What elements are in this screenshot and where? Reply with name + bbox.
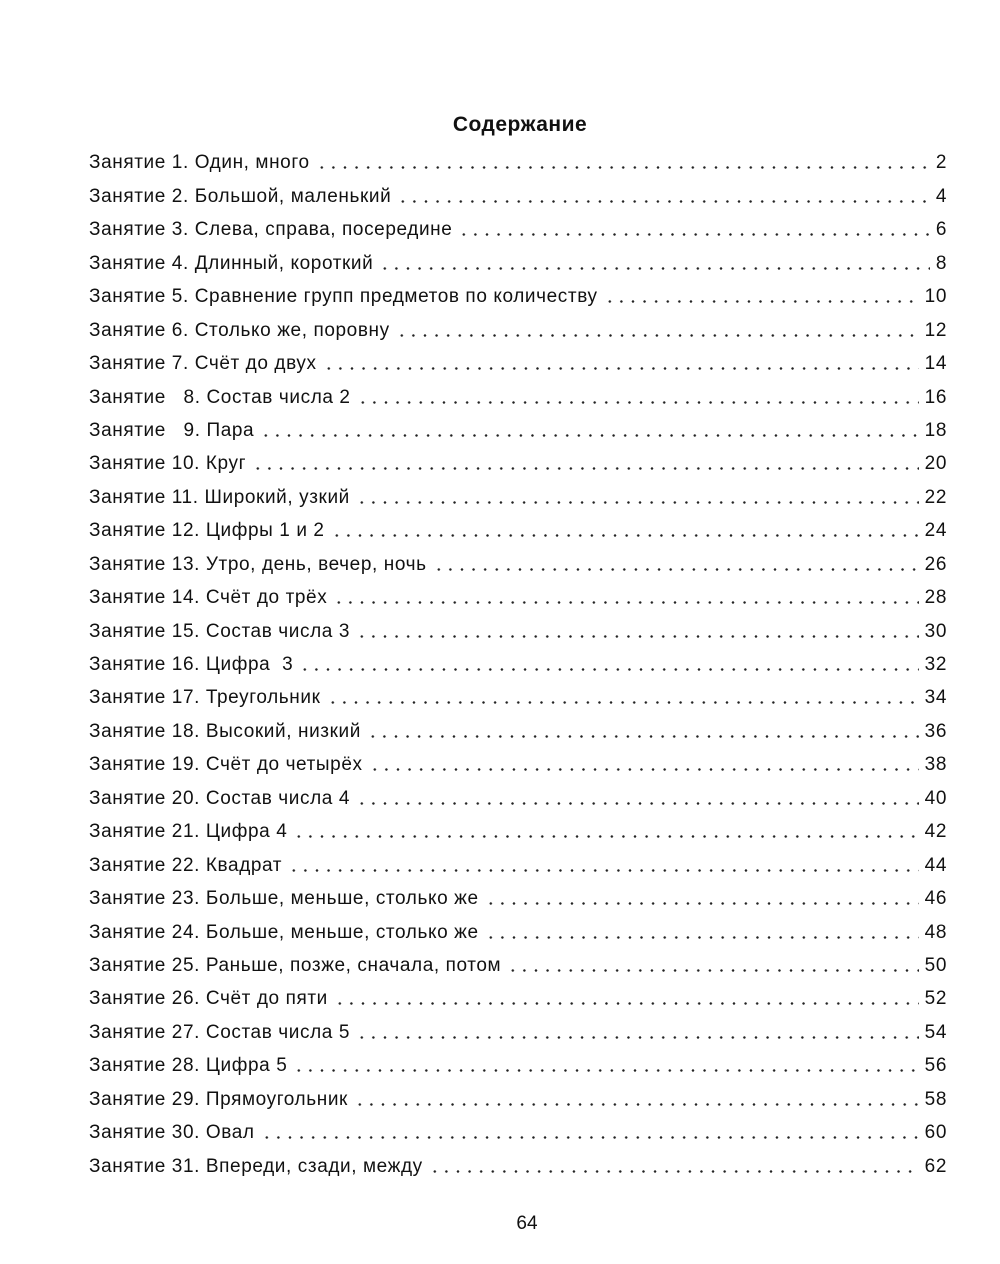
toc-entry-label: Занятие 7. Счёт до двух (89, 353, 317, 375)
toc-entry-page: 38 (924, 754, 947, 776)
toc-entry (89, 279, 947, 312)
toc-entry-page: 62 (924, 1155, 947, 1177)
dot-leader (293, 835, 918, 838)
toc-entry-page: 22 (924, 486, 947, 508)
toc-entry (89, 981, 947, 1014)
toc-entry-label: Занятие 5. Сравнение групп предметов по количеству (89, 286, 598, 308)
toc-entry (89, 1148, 947, 1181)
dot-leader (507, 969, 918, 972)
toc-entry (89, 948, 947, 981)
toc-entry (89, 647, 947, 680)
dot-leader (485, 936, 919, 939)
toc-entry-label: Занятие 1. Один, много (89, 152, 310, 174)
toc-entry-page: 6 (935, 219, 947, 241)
toc-entry (89, 1048, 947, 1081)
toc-entry (89, 212, 947, 245)
page-title: Содержание (452, 113, 588, 136)
toc-entry (89, 580, 947, 613)
toc-entry (89, 1115, 947, 1148)
dot-leader (354, 1103, 919, 1106)
toc-entry-page: 4 (935, 185, 947, 207)
dot-leader (316, 166, 930, 169)
toc-entry-label: Занятие 24. Больше, меньше, столько же (89, 921, 479, 943)
dot-leader (293, 1069, 918, 1072)
dot-leader (379, 267, 929, 270)
dot-leader (458, 233, 929, 236)
toc-entry-label: Занятие 21. Цифра 4 (89, 821, 288, 843)
toc-entry-page: 2 (935, 152, 947, 174)
toc-entry-label: Занятие 6. Столько же, поровну (89, 319, 390, 341)
dot-leader (261, 1136, 919, 1139)
toc-entry-label: Занятие 16. Цифра 3 (89, 654, 294, 675)
toc-entry (89, 1081, 947, 1114)
toc-entry (89, 847, 947, 880)
toc-entry-label: Занятие 15. Состав числа 3 (89, 620, 351, 642)
toc-entry (89, 479, 947, 512)
toc-entry-page: 42 (924, 821, 947, 843)
toc-entry-page: 28 (924, 587, 947, 609)
table-of-contents (89, 145, 947, 1182)
toc-entry (89, 713, 947, 746)
toc-entry-label: Занятие 4. Длинный, короткий (89, 252, 374, 274)
dot-leader (433, 568, 919, 571)
toc-entry-page: 54 (924, 1021, 947, 1043)
toc-entry (89, 178, 947, 211)
toc-entry (89, 747, 947, 780)
toc-entry-page: 46 (924, 888, 947, 910)
toc-entry-label: Занятие 12. Цифры 1 и 2 (89, 520, 325, 542)
dot-leader (356, 1036, 919, 1039)
dot-leader (356, 635, 919, 638)
page-number: 64 (516, 1213, 538, 1234)
toc-entry (89, 814, 947, 847)
dot-leader (356, 501, 919, 504)
toc-entry-label: Занятие 2. Большой, маленький (89, 185, 392, 207)
dot-leader (333, 601, 918, 604)
toc-entry-label: Занятие 10. Круг (89, 453, 247, 475)
toc-entry-page: 56 (924, 1055, 947, 1077)
toc-entry-label: Занятие 23. Больше, меньше, столько же (89, 888, 479, 910)
toc-entry (89, 245, 947, 278)
toc-entry (89, 680, 947, 713)
toc-entry-page: 16 (924, 386, 947, 408)
toc-entry-label: Занятие 8. Состав числа 2 (89, 386, 351, 408)
dot-leader (327, 701, 919, 704)
toc-entry (89, 513, 947, 546)
toc-entry-label: Занятие 25. Раньше, позже, сначала, потом (89, 954, 502, 976)
dot-leader (367, 735, 919, 738)
toc-entry (89, 914, 947, 947)
toc-entry-page: 50 (924, 954, 947, 976)
toc-entry-label: Занятие 27. Состав числа 5 (89, 1021, 351, 1043)
toc-entry (89, 379, 947, 412)
dot-leader (397, 200, 930, 203)
dot-leader (396, 334, 919, 337)
toc-entry (89, 780, 947, 813)
toc-entry-page: 24 (924, 520, 947, 542)
toc-entry-page: 30 (924, 620, 947, 642)
dot-leader (485, 902, 919, 905)
toc-entry-page: 36 (924, 720, 947, 742)
toc-entry-label: Занятие 11. Широкий, узкий (89, 486, 350, 508)
dot-leader (357, 401, 919, 404)
toc-entry-page: 48 (924, 921, 947, 943)
toc-entry (89, 145, 947, 178)
toc-entry-label: Занятие 28. Цифра 5 (89, 1055, 288, 1077)
toc-entry-label: Занятие 20. Состав числа 4 (89, 787, 351, 809)
toc-entry-label: Занятие 31. Впереди, сзади, между (89, 1155, 423, 1177)
toc-entry-page: 20 (924, 453, 947, 475)
toc-entry-label: Занятие 14. Счёт до трёх (89, 587, 328, 609)
toc-entry-label: Занятие 22. Квадрат (89, 854, 283, 876)
toc-entry-label: Занятие 17. Треугольник (89, 687, 321, 709)
dot-leader (323, 367, 919, 370)
toc-entry-label: Занятие 30. Овал (89, 1122, 255, 1144)
toc-entry-page: 58 (924, 1088, 947, 1110)
toc-entry (89, 1014, 947, 1047)
toc-entry-label: Занятие 9. Пара (89, 419, 255, 441)
toc-entry (89, 413, 947, 446)
toc-entry (89, 312, 947, 345)
toc-entry-label: Занятие 29. Прямоугольник (89, 1088, 348, 1110)
dot-leader (356, 802, 919, 805)
toc-entry-label: Занятие 19. Счёт до четырёх (89, 754, 363, 776)
toc-entry-page: 32 (924, 654, 947, 675)
toc-entry-label: Занятие 13. Утро, день, вечер, ночь (89, 553, 427, 575)
dot-leader (369, 768, 919, 771)
toc-entry-page: 12 (924, 319, 947, 341)
dot-leader (429, 1170, 919, 1173)
toc-entry-page: 34 (924, 687, 947, 709)
dot-leader (288, 869, 919, 872)
toc-entry-page: 60 (924, 1122, 947, 1144)
dot-leader (260, 434, 918, 437)
dot-leader (331, 534, 919, 537)
toc-entry (89, 346, 947, 379)
toc-entry (89, 881, 947, 914)
toc-entry-label: Занятие 26. Счёт до пяти (89, 988, 328, 1010)
toc-entry (89, 546, 947, 579)
dot-leader (604, 300, 919, 303)
toc-entry (89, 613, 947, 646)
toc-entry (89, 446, 947, 479)
dot-leader (299, 668, 918, 671)
toc-entry-page: 44 (924, 854, 947, 876)
toc-entry-page: 26 (924, 553, 947, 575)
toc-entry-page: 14 (924, 353, 947, 375)
toc-entry-page: 18 (924, 419, 947, 441)
toc-entry-label: Занятие 3. Слева, справа, посередине (89, 219, 453, 241)
toc-entry-label: Занятие 18. Высокий, низкий (89, 720, 361, 742)
dot-leader (252, 467, 919, 470)
toc-entry-page: 10 (924, 286, 947, 308)
toc-entry-page: 8 (935, 252, 947, 274)
dot-leader (334, 1002, 919, 1005)
toc-entry-page: 52 (924, 988, 947, 1010)
toc-entry-page: 40 (924, 787, 947, 809)
